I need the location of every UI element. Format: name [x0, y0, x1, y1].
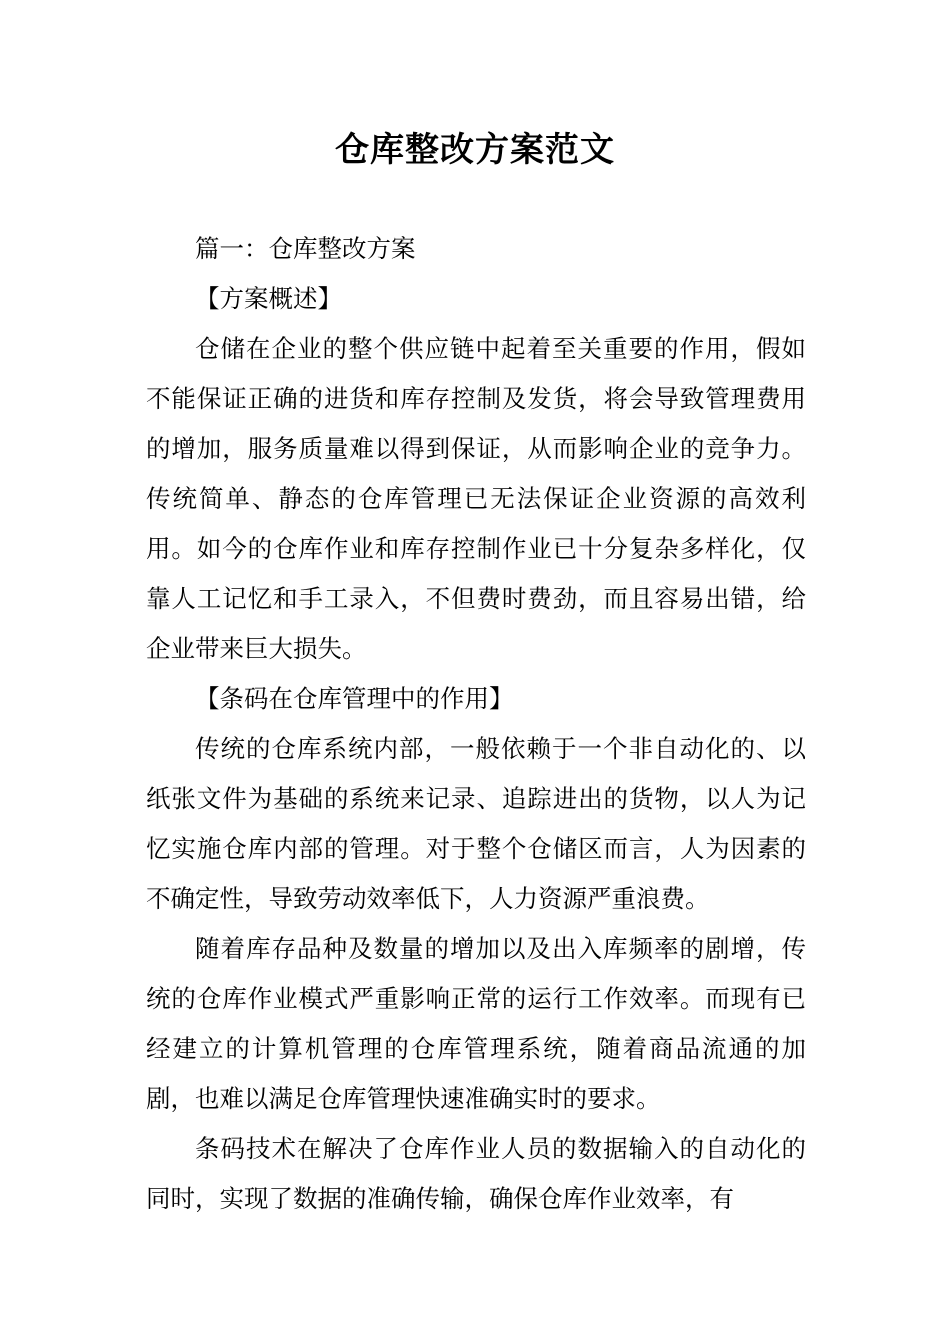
subsection-heading: 【条码在仓库管理中的作用】	[195, 684, 514, 713]
body-paragraph: 条码技术在解决了仓库作业人员的数据输入的自动化的同时，实现了数据的准确传输，确保仓库作业效率，有	[146, 1134, 806, 1213]
subsection-heading: 【方案概述】	[195, 284, 342, 313]
document-body	[146, 224, 806, 1224]
section-heading: 篇一：仓库整改方案	[195, 234, 416, 263]
body-paragraph: 传统的仓库系统内部，一般依赖于一个非自动化的、以纸张文件为基础的系统来记录、追踪进出的货物，以人为记忆实施仓库内部的管理。对于整个仓储区而言，人为因素的不确定性，导致劳动效率低下，人力资源严重浪费。	[146, 734, 806, 913]
document-title: 仓库整改方案范文	[335, 130, 615, 170]
body-paragraph: 仓储在企业的整个供应链中起着至关重要的作用，假如不能保证正确的进货和库存控制及发货，将会导致管理费用的增加，服务质量难以得到保证，从而影响企业的竞争力。传统简单、静态的仓库管理已无法保证企业资源的高效利用。如今的仓库作业和库存控制作业已十分复杂多样化，仅靠人工记忆和手工录入，不但费时费劲，而且容易出错，给企业带来巨大损失。	[146, 334, 806, 663]
body-paragraph: 随着库存品种及数量的增加以及出入库频率的剧增，传统的仓库作业模式严重影响正常的运行工作效率。而现有已经建立的计算机管理的仓库管理系统，随着商品流通的加剧，也难以满足仓库管理快速准确实时的要求。	[146, 934, 806, 1113]
